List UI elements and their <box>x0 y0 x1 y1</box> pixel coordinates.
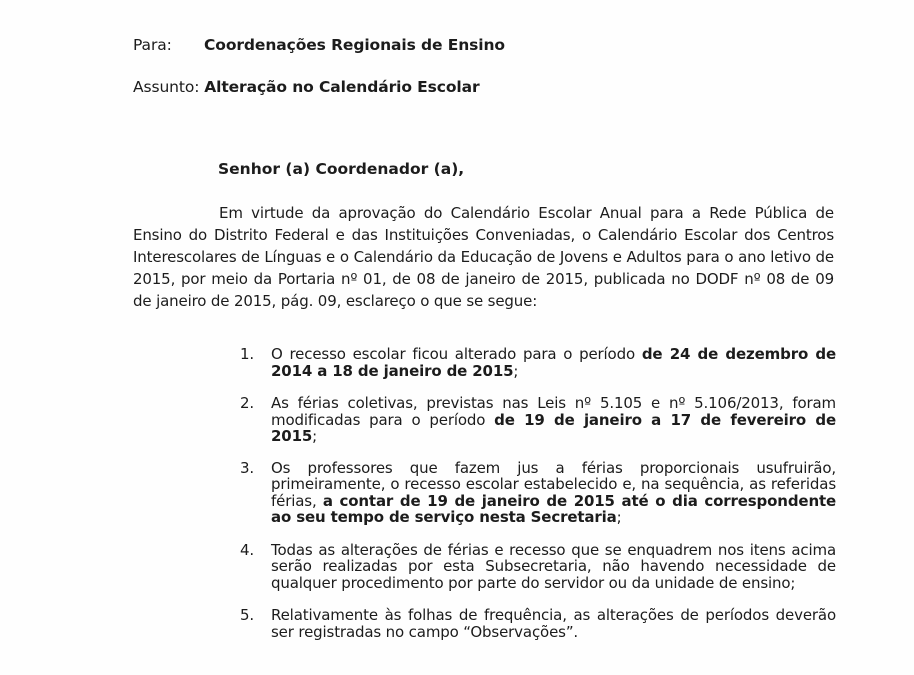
numbered-list <box>236 346 836 640</box>
item-text: Relativamente às folhas de frequência, as alterações de períodos deverão ser registradas no campo “Observações”. <box>271 606 836 641</box>
item-text: Os professores que fazem jus a férias proporcionais usufruirão, primeiramente, o recesso escolar estabelecido e, na sequência, as referidas férias, <box>271 458 836 510</box>
subject-line <box>133 78 480 96</box>
subject-label: Assunto: <box>133 78 200 96</box>
subject-value: Alteração no Calendário Escolar <box>204 78 480 96</box>
item-bold-text: de 19 de janeiro a 17 de fevereiro de 2015 <box>271 410 836 445</box>
item-number: 1. <box>240 345 255 363</box>
recipient-line <box>133 36 505 54</box>
recipient-label: Para: <box>133 36 172 54</box>
item-text: O recesso escolar ficou alterado para o período <box>271 345 642 363</box>
item-text: Todas as alterações de férias e recesso que se enquadrem nos itens acima serão realizadas por esta Subsecretaria, não havendo necessidade de qualquer procedimento por parte do servidor ou da unidade de ensino; <box>271 540 836 592</box>
list-item <box>236 460 836 526</box>
list-item <box>236 346 836 379</box>
item-number: 4. <box>240 540 255 559</box>
recipient-value: Coordenações Regionais de Ensino <box>204 36 505 54</box>
salutation: Senhor (a) Coordenador (a), <box>218 160 465 178</box>
item-text-end: ; <box>616 508 622 526</box>
list-item <box>236 542 836 592</box>
item-text-end: ; <box>513 361 519 380</box>
intro-paragraph: Em virtude da aprovação do Calendário Escolar Anual para a Rede Pública de Ensino do Distrito Federal e das Instituições Conveniadas, o Calendário Escolar dos Centros Interescolares de Línguas e o Calendário da Educação de Jovens e Adultos para o ano letivo de 2015, por meio da Portaria nº 01, de 08 de janeiro de 2015, publicada no DODF nº 08 de 09 de janeiro de 2015, pág. 09, esclareço o que se segue: <box>133 204 834 310</box>
item-number: 2. <box>240 394 255 412</box>
item-text-end: ; <box>312 427 318 445</box>
item-text: As férias coletivas, previstas nas Leis nº 5.105 e nº 5.106/2013, foram modificadas para o período <box>271 394 836 429</box>
item-number: 5. <box>240 606 255 624</box>
item-bold-text: de 24 de dezembro de 2014 a 18 de janeiro de 2015 <box>271 345 836 380</box>
item-bold-text: a contar de 19 de janeiro de 2015 até o dia correspondente ao seu tempo de serviço nesta Secretaria <box>271 491 837 526</box>
item-number: 3. <box>240 458 255 477</box>
list-item <box>236 607 836 640</box>
list-item <box>236 395 836 445</box>
